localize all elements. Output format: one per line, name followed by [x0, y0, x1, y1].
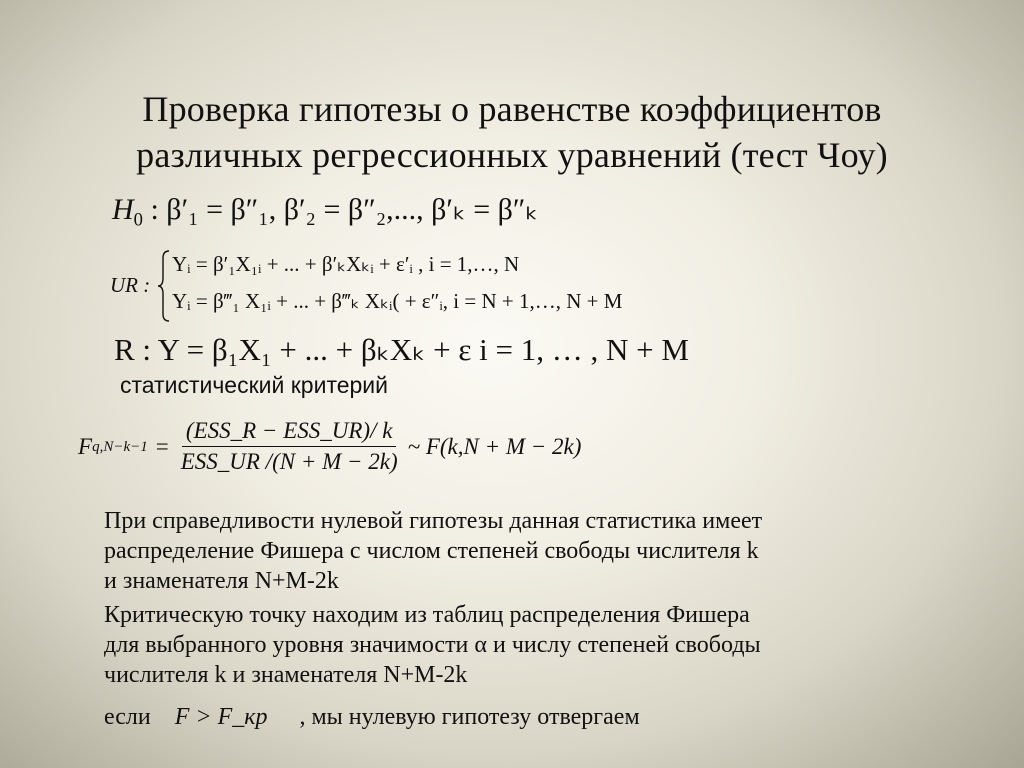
f-denominator: ESS_UR /(N + M − 2k) — [180, 449, 398, 474]
f-fraction — [177, 418, 402, 475]
paragraph-1-line-1: При справедливости нулевой гипотезы данная статистика имеет — [104, 508, 763, 534]
paragraph-critical-point — [104, 600, 761, 690]
ur-equation-1: Yᵢ = β′₁X₁ᵢ + ... + β′ₖXₖᵢ + ε′ᵢ , i = 1,…, N — [172, 252, 520, 276]
paragraph-1-line-2: распределение Фишера с числом степеней свободы числителя k — [104, 538, 759, 564]
null-hypothesis-formula — [112, 192, 539, 231]
title-line-1: Проверка гипотезы о равенстве коэффициентов — [142, 89, 882, 129]
equals-sign: = — [155, 433, 169, 459]
f-symbol: F — [78, 433, 93, 459]
ur-equation-2: Yᵢ = β‴₁ X₁ᵢ + ... + β‴ₖ Xₖᵢ( + ε″ᵢ, i = N + 1,…, N + M — [172, 289, 623, 313]
paragraph-1-line-3: и знаменателя N+M-2k — [104, 568, 339, 594]
conclusion-suffix: , мы нулевую гипотезу отвергаем — [299, 704, 640, 730]
restricted-model-formula: R : Y = β₁X₁ + ... + βₖXₖ + ε i = 1, … , N + M — [114, 332, 689, 367]
criterion-label: статистический критерий — [120, 372, 389, 398]
conclusion-line — [104, 702, 640, 732]
h0-symbol: H — [112, 193, 134, 226]
paragraph-fisher-distribution — [104, 506, 762, 596]
conclusion-formula: F > F_кр — [174, 704, 268, 730]
paragraph-2-line-1: Критическую точку находим из таблиц распределения Фишера — [104, 602, 750, 628]
f-numerator: (ESS_R − ESS_UR)/ k — [182, 418, 397, 447]
h0-expression: : β′₁ = β″₁, β′₂ = β″₂,..., β′ₖ = β″ₖ — [150, 193, 539, 226]
paragraph-2-line-2: для выбранного уровня значимости α и числу степеней свободы — [104, 632, 761, 658]
paragraph-2-line-3: числителя k и знаменателя N+M-2k — [104, 662, 468, 688]
conclusion-prefix: если — [104, 704, 151, 730]
h0-subscript: 0 — [133, 209, 143, 231]
ur-label: UR : — [110, 273, 151, 297]
brace-icon — [157, 250, 171, 322]
slide-title — [0, 86, 1024, 178]
title-line-2: различных регрессионных уравнений (тест Чоу) — [136, 135, 888, 175]
f-statistic-formula: F q,N−k−1 = $\frac{\text{(ESS\_R − ESS\_UR)/ k}}{\text{ESS\_UR /(N + M − 2k)}}$ ~ F(k,N + M − 2k) — [78, 418, 582, 474]
f-distribution: ~ F(k,N + M − 2k) — [407, 433, 582, 459]
